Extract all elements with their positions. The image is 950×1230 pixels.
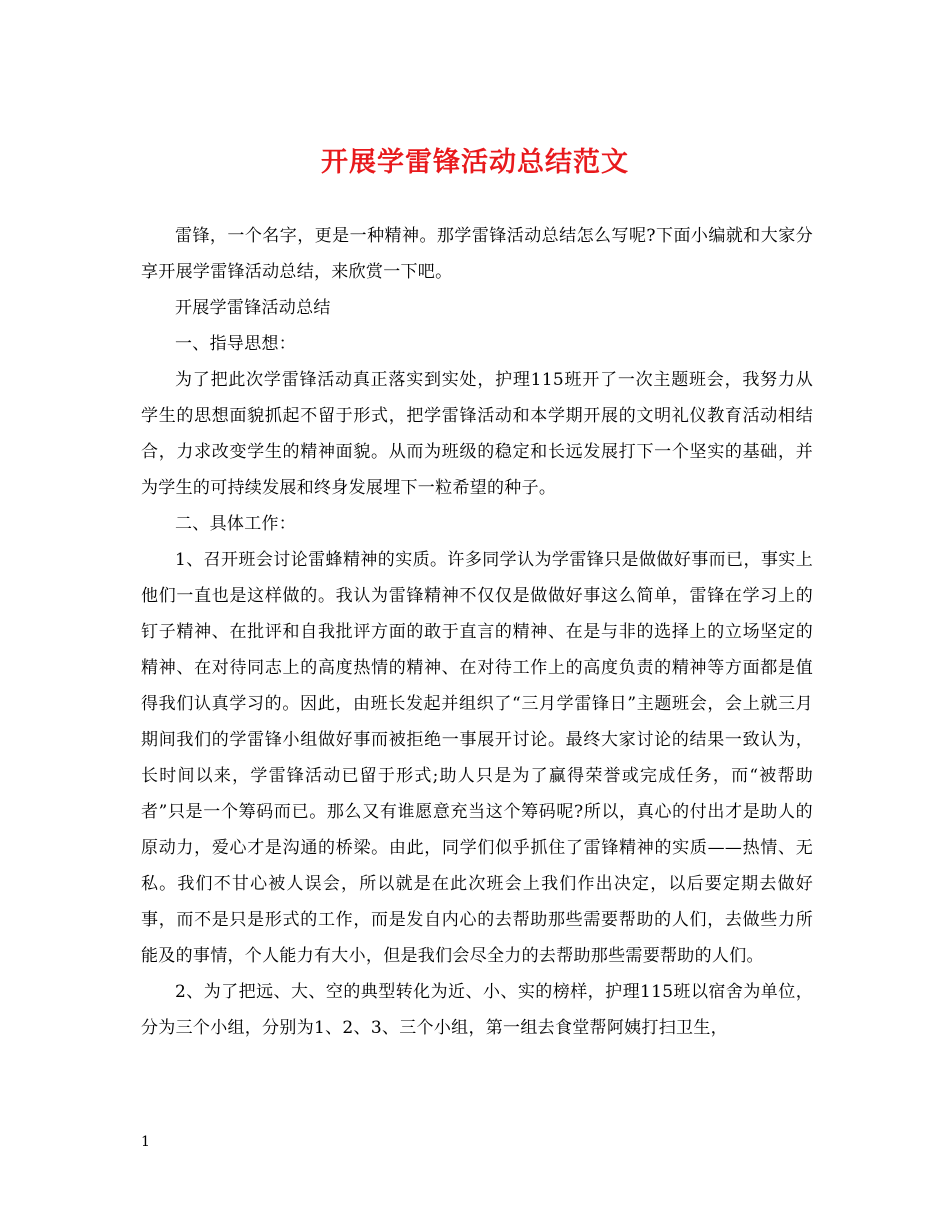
page-number: 1 xyxy=(141,1134,150,1150)
paragraph-work-item-1: 1、召开班会讨论雷蜂精神的实质。许多同学认为学雷锋只是做做好事而已，事实上他们一直也是这样做的。我认为雷锋精神不仅仅是做做好事这么简单，雷锋在学习上的钉子精神、在批评和自我批评方面的敢于直言的精神、在是与非的选择上的立场坚定的精神、在对待同志上的高度热情的精神、在对待工作上的高度负责的精神等方面都是值得我们认真学习的。因此，由班长发起并组织了“三月学雷锋日”主题班会，会上就三月期间我们的学雷锋小组做好事而被拒绝一事展开讨论。最终大家讨论的结果一致认为，长时间以来，学雷锋活动已留于形式;助人只是为了赢得荣誉或完成任务，而“被帮助者”只是一个筹码而已。那么又有谁愿意充当这个筹码呢?所以，真心的付出才是助人的原动力，爱心才是沟通的桥梁。由此，同学们似乎抓住了雷锋精神的实质——热情、无私。我们不甘心被人误会，所以就是在此次班会上我们作出决定，以后要定期去做好事，而不是只是形式的工作，而是发自内心的去帮助那些需要帮助的人们，去做些力所能及的事情，个人能力有大小，但是我们会尽全力的去帮助那些需要帮助的人们。 xyxy=(141,550,813,966)
section-heading-specific-work: 二、具体工作： xyxy=(175,514,297,534)
paragraph-intro: 雷锋，一个名字，更是一种精神。那学雷锋活动总结怎么写呢?下面小编就和大家分享开展学雷锋活动总结，来欣赏一下吧。 xyxy=(141,226,813,282)
paragraph-guiding-ideas: 为了把此次学雷锋活动真正落实到实处，护理115班开了一次主题班会，我努力从学生的思想面貌抓起不留于形式，把学雷锋活动和本学期开展的文明礼仪教育活动相结合，力求改变学生的精神面貌。从而为班级的稳定和长远发展打下一个坚实的基础，并为学生的可持续发展和终身发展埋下一粒希望的种子。 xyxy=(141,370,813,498)
paragraph-work-item-2: 2、为了把远、大、空的典型转化为近、小、实的榜样，护理115班以宿舍为单位，分为三个小组，分别为1、2、3、三个小组，第一组去食堂帮阿姨打扫卫生， xyxy=(141,982,813,1038)
document-body xyxy=(141,218,813,1046)
document-title: 开展学雷锋活动总结范文 xyxy=(321,147,629,178)
section-heading-guiding-ideas: 一、指导思想： xyxy=(175,334,297,354)
paragraph-subtitle: 开展学雷锋活动总结 xyxy=(175,298,331,318)
